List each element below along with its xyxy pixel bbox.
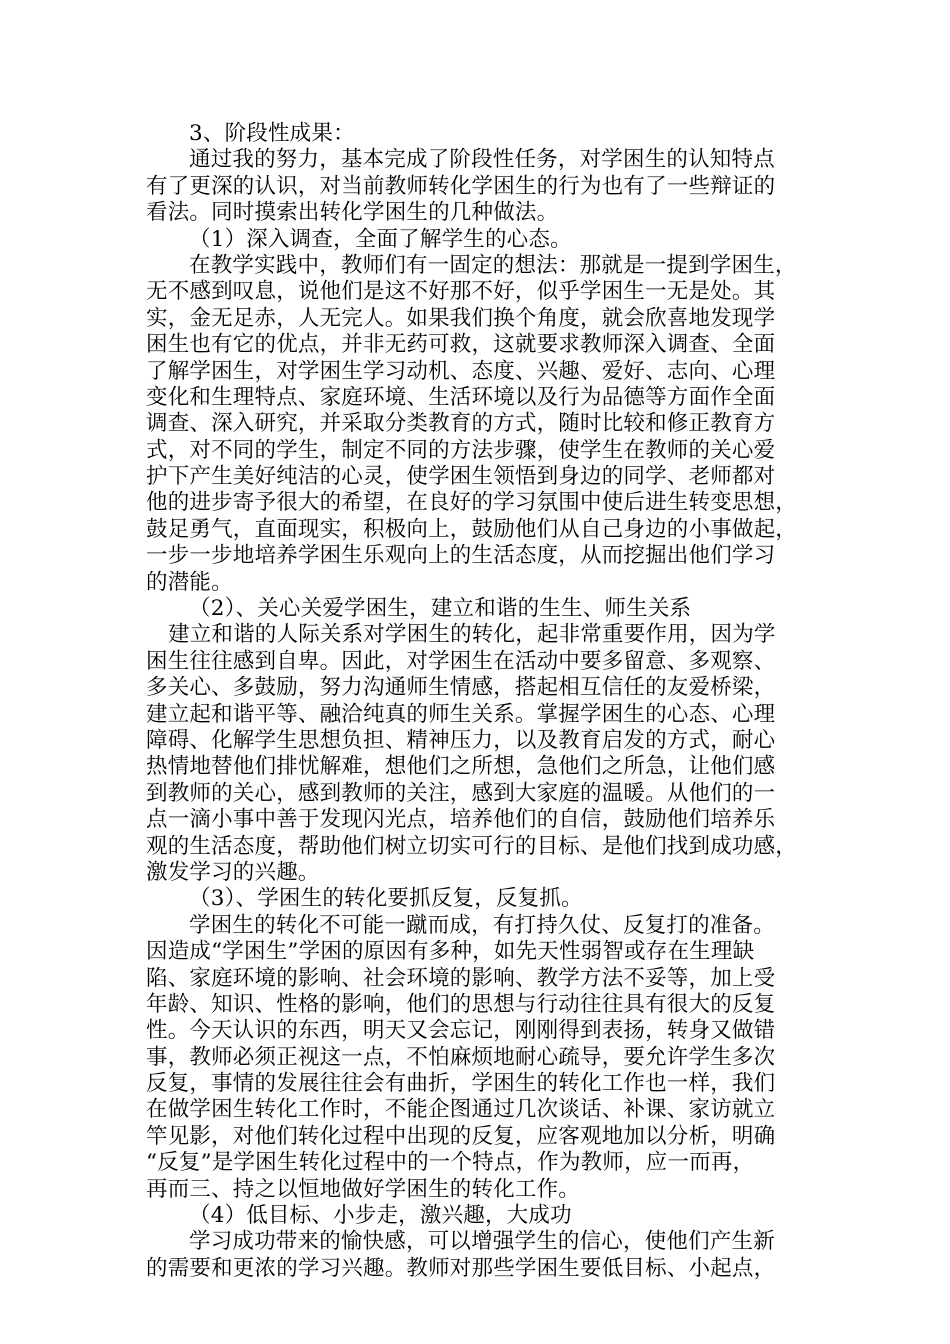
text-line: 事，教师必须正视这一点，不怕麻烦地耐心疏导，要允许学生多次: [146, 1044, 776, 1070]
text-line: 通过我的努力，基本完成了阶段性任务，对学困生的认知特点: [189, 147, 775, 173]
text-line: 在教学实践中，教师们有一固定的想法：那就是一提到学困生，: [189, 252, 797, 278]
text-line: 鼓足勇气，直面现实，积极向上，鼓励他们从自己身边的小事做起，: [146, 516, 798, 542]
document-body: [146, 121, 814, 1282]
text-line: 在做学困生转化工作时，不能企图通过几次谈话、补课、家访就立: [146, 1097, 776, 1123]
text-line: 调查、深入研究，并采取分类教育的方式，随时比较和修正教育方: [146, 411, 776, 437]
text-line: 年龄、知识、性格的影响，他们的思想与行动往往具有很大的反复: [146, 991, 776, 1017]
text-line: “反复”是学困生转化过程中的一个特点，作为教师，应一而再，: [146, 1150, 755, 1176]
text-line: 他的进步寄予很大的希望，在良好的学习氛围中使后进生转变思想，: [146, 490, 798, 516]
text-line: 学困生的转化不可能一蹴而成，有打持久仗、反复打的准备。: [189, 912, 775, 938]
text-line: 点一滴小事中善于发现闪光点，培养他们的自信，鼓励他们培养乐: [146, 807, 776, 833]
text-line: 建立和谐的人际关系对学困生的转化，起非常重要作用，因为学: [168, 622, 776, 648]
text-line: 一步一步地培养学困生乐观向上的生活态度，从而挖掘出他们学习: [146, 543, 776, 569]
text-line: 困生往往感到自卑。因此，对学困生在活动中要多留意、多观察、: [146, 648, 776, 674]
text-line: 因造成“学困生”学困的原因有多种，如先天性弱智或存在生理缺: [146, 939, 755, 965]
text-line: 性。今天认识的东西，明天又会忘记，刚刚得到表扬，转身又做错: [146, 1018, 776, 1044]
text-line: 激发学习的兴趣。: [146, 859, 320, 885]
text-line: 学习成功带来的愉快感，可以增强学生的信心，使他们产生新: [189, 1229, 775, 1255]
text-line: （4）低目标、小步走，激兴趣，大成功: [189, 1203, 572, 1229]
text-line: 变化和生理特点、家庭环境、生活环境以及行为品德等方面作全面: [146, 384, 776, 410]
text-line: 观的生活态度，帮助他们树立切实可行的目标、是他们找到成功感，: [146, 833, 798, 859]
text-line: 困生也有它的优点，并非无药可救，这就要求教师深入调查、全面: [146, 332, 776, 358]
text-line: 障碍、化解学生思想负担、精神压力，以及教育启发的方式，耐心: [146, 727, 776, 753]
text-line: 到教师的关心，感到教师的关注，感到大家庭的温暖。从他们的一: [146, 780, 776, 806]
text-line: （2）、关心关爱学困生，建立和谐的生生、师生关系: [189, 596, 692, 622]
text-line: 建立起和谐平等、融洽纯真的师生关系。掌握学困生的心态、心理: [146, 701, 776, 727]
text-line: 护下产生美好纯洁的心灵，使学困生领悟到身边的同学、老师都对: [146, 464, 776, 490]
text-line: 式，对不同的学生，制定不同的方法步骤，使学生在教师的关心爱: [146, 437, 776, 463]
text-line: 再而三、持之以恒地做好学困生的转化工作。: [146, 1176, 581, 1202]
text-line: 陷、家庭环境的影响、社会环境的影响、教学方法不妥等，加上受: [146, 965, 776, 991]
text-line: （3）、学困生的转化要抓反复，反复抓。: [189, 886, 583, 912]
text-line: 了解学困生，对学困生学习动机、态度、兴趣、爱好、志向、心理: [146, 358, 776, 384]
text-line: 实，金无足赤，人无完人。如果我们换个角度，就会欣喜地发现学: [146, 305, 776, 331]
text-line: 竿见影，对他们转化过程中出现的反复，应客观地加以分析，明确: [146, 1123, 776, 1149]
text-line: 的需要和更浓的学习兴趣。教师对那些学困生要低目标、小起点，: [146, 1255, 776, 1281]
text-line: 热情地替他们排忧解难，想他们之所想，急他们之所急，让他们感: [146, 754, 776, 780]
text-line: 反复，事情的发展往往会有曲折，学困生的转化工作也一样，我们: [146, 1071, 776, 1097]
text-line: 多关心、多鼓励，努力沟通师生情感，搭起相互信任的友爱桥梁，: [146, 675, 776, 701]
text-line: 3、阶段性成果：: [189, 121, 355, 146]
text-line: 看法。同时摸索出转化学困生的几种做法。: [146, 200, 559, 226]
text-line: 有了更深的认识，对当前教师转化学困生的行为也有了一些辩证的: [146, 173, 776, 199]
text-line: 的潜能。: [146, 569, 233, 595]
text-line: 无不感到叹息，说他们是这不好那不好，似乎学困生一无是处。其: [146, 279, 776, 305]
text-line: （1）深入调查，全面了解学生的心态。: [189, 226, 572, 252]
